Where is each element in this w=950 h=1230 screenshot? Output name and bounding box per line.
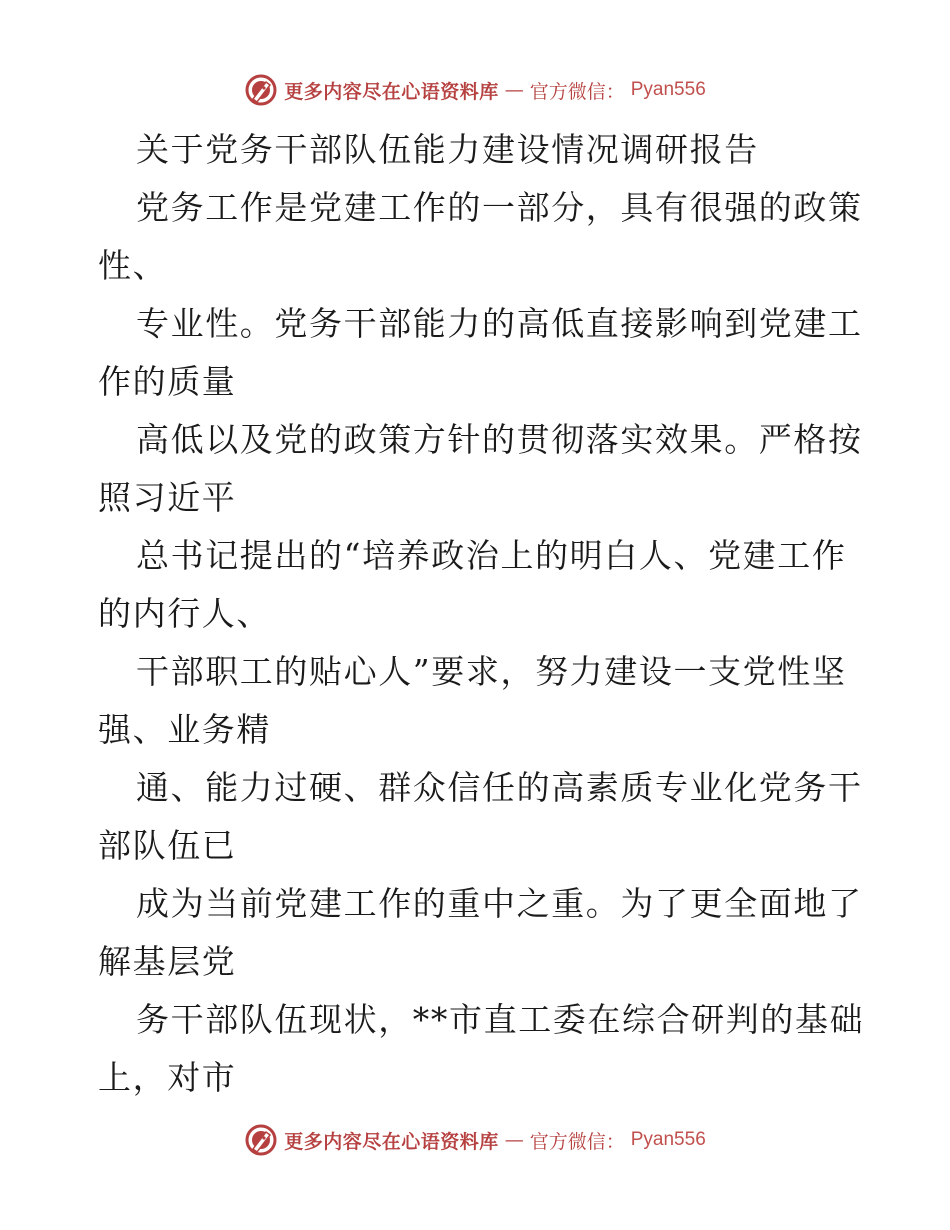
watermark-separator: — (504, 1129, 524, 1151)
text-line: 高低以及党的政策方针的贯彻落实效果。严格按 (136, 420, 863, 459)
text-line: 解基层党 (98, 942, 237, 981)
footer-watermark-banner (0, 1120, 950, 1160)
watermark-separator: — (504, 79, 524, 101)
text-line: 成为当前党建工作的重中之重。为了更全面地了 (136, 884, 863, 923)
text-line: 性、 (98, 246, 168, 285)
text-line: 专业性。党务干部能力的高低直接影响到党建工 (136, 304, 863, 343)
text-line: 部队伍已 (98, 826, 237, 865)
document-body (98, 121, 865, 1107)
text-line: 务干部队伍现状，**市直工委在综合研判的基础 (136, 1000, 865, 1039)
text-line: 上，对市 (98, 1058, 237, 1097)
document-title: 关于党务干部队伍能力建设情况调研报告 (136, 130, 759, 169)
watermark-wechat-label: 官方微信： (529, 80, 625, 103)
text-line: 干部职工的贴心人”要求，努力建设一支党性坚 (136, 652, 847, 691)
pen-nib-logo-icon (244, 73, 278, 107)
watermark-text: 更多内容尽在心语资料库 (284, 1130, 499, 1153)
text-line: 通、能力过硬、群众信任的高素质专业化党务干 (136, 768, 863, 807)
watermark-wechat-id: Pyan556 (630, 1129, 706, 1150)
text-line: 党务工作是党建工作的一部分，具有很强的政策 (136, 188, 863, 227)
pen-nib-logo-icon (244, 1123, 278, 1157)
watermark-wechat-id: Pyan556 (630, 79, 706, 100)
watermark-text: 更多内容尽在心语资料库 (284, 80, 499, 103)
text-line: 的内行人、 (98, 594, 271, 633)
text-line: 照习近平 (98, 478, 237, 517)
watermark-wechat-label: 官方微信： (529, 1130, 625, 1153)
text-line: 作的质量 (98, 362, 237, 401)
text-line: 强、业务精 (98, 710, 271, 749)
text-line: 总书记提出的“培养政治上的明白人、党建工作 (136, 536, 847, 575)
header-watermark-banner (0, 70, 950, 110)
